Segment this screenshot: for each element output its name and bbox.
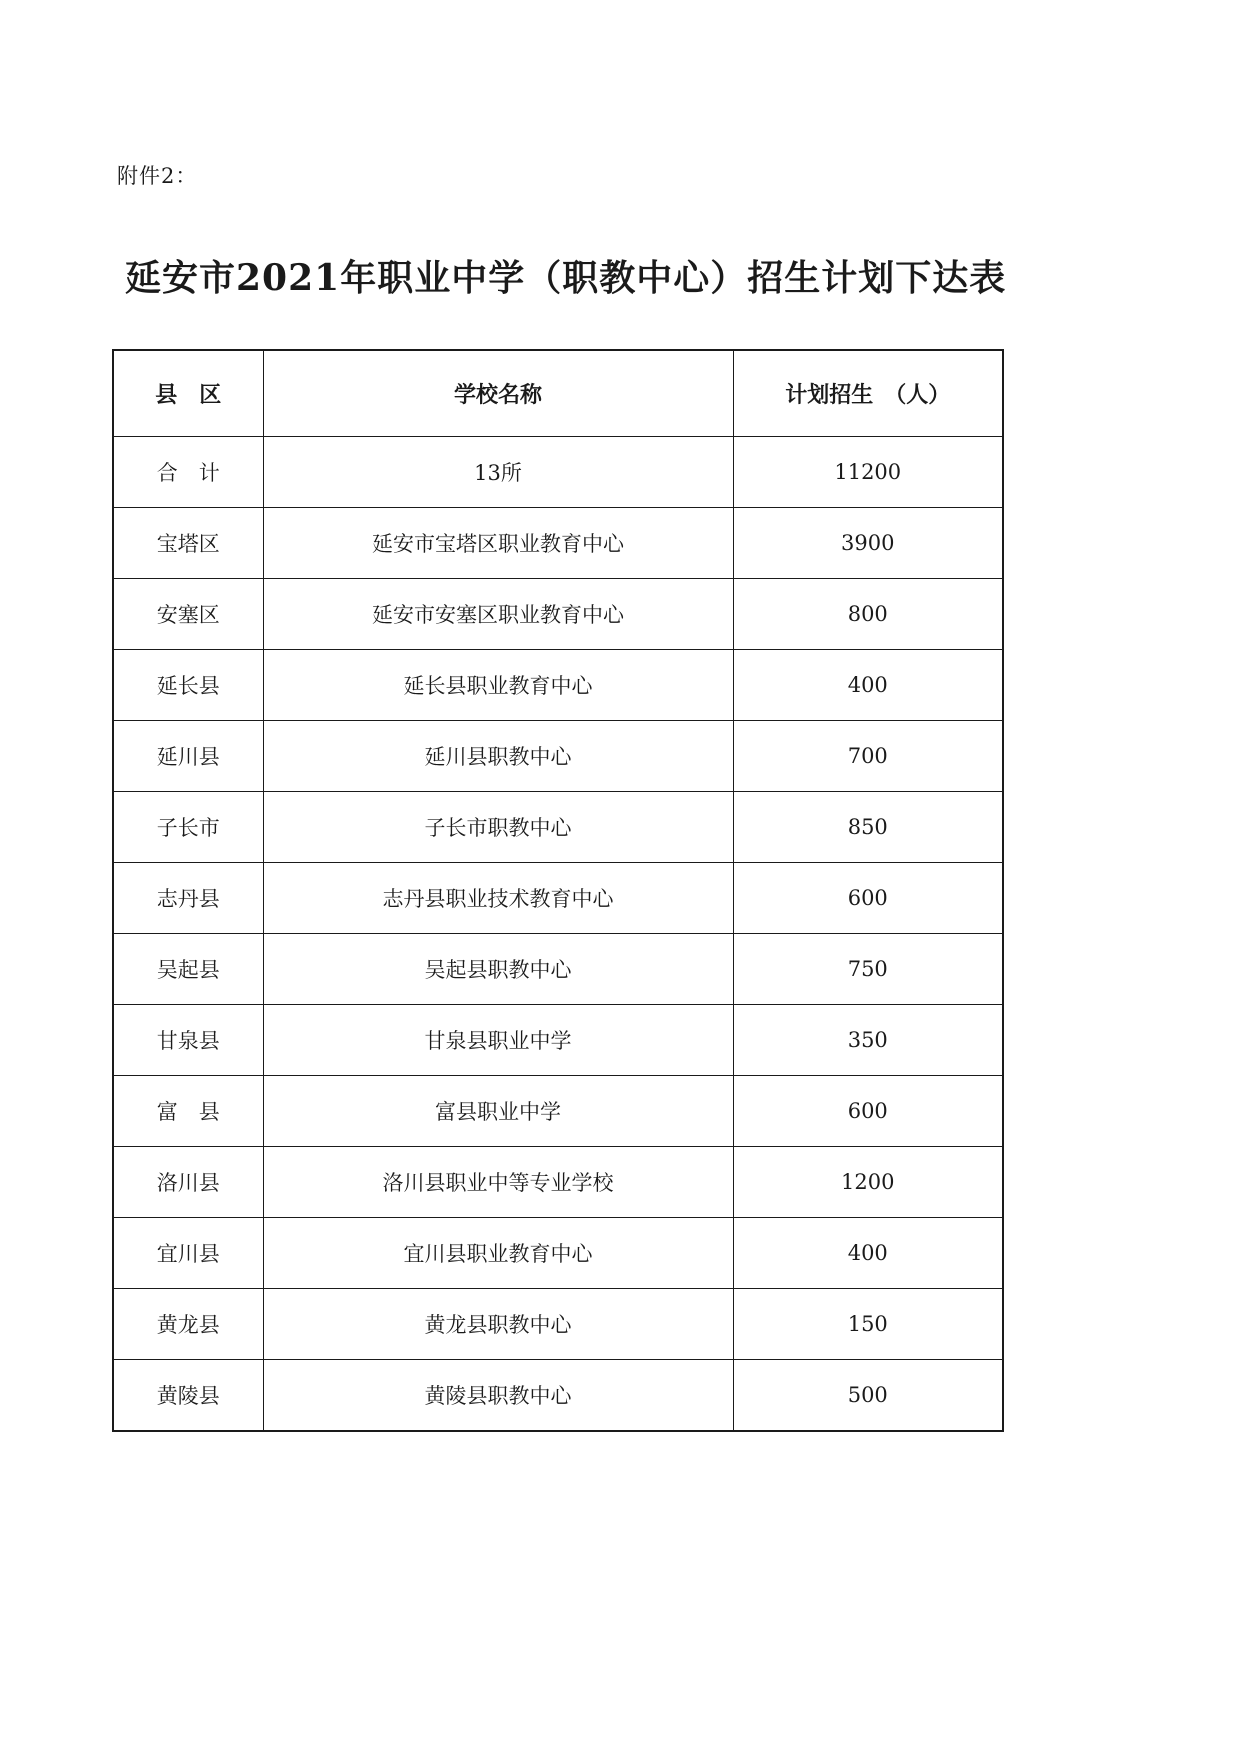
county-cell: 志丹县	[113, 863, 263, 934]
table-row	[113, 863, 1003, 934]
plan-cell: 500	[733, 1360, 1003, 1432]
document-title: 延安市2021年职业中学（职教中心）招生计划下达表	[125, 257, 1007, 299]
county-cell: 子长市	[113, 792, 263, 863]
plan-cell: 700	[733, 721, 1003, 792]
school-cell: 甘泉县职业中学	[263, 1005, 733, 1076]
table-row	[113, 792, 1003, 863]
county-cell: 宜川县	[113, 1218, 263, 1289]
county-cell: 黄陵县	[113, 1360, 263, 1432]
header-school-name: 学校名称	[263, 350, 733, 437]
table-row	[113, 1076, 1003, 1147]
school-cell: 吴起县职教中心	[263, 934, 733, 1005]
school-cell: 延长县职业教育中心	[263, 650, 733, 721]
table-row	[113, 579, 1003, 650]
county-cell: 黄龙县	[113, 1289, 263, 1360]
table-row	[113, 721, 1003, 792]
plan-cell: 800	[733, 579, 1003, 650]
plan-cell: 150	[733, 1289, 1003, 1360]
plan-cell: 750	[733, 934, 1003, 1005]
header-planned-enrollment: 计划招生 （人）	[733, 350, 1003, 437]
county-cell: 延长县	[113, 650, 263, 721]
table-row	[113, 650, 1003, 721]
county-cell: 宝塔区	[113, 508, 263, 579]
school-cell: 子长市职教中心	[263, 792, 733, 863]
school-cell: 黄陵县职教中心	[263, 1360, 733, 1432]
table-header-row	[113, 350, 1003, 437]
county-cell: 洛川县	[113, 1147, 263, 1218]
table-row	[113, 1360, 1003, 1432]
plan-cell: 1200	[733, 1147, 1003, 1218]
school-cell: 富县职业中学	[263, 1076, 733, 1147]
plan-cell: 850	[733, 792, 1003, 863]
plan-cell: 600	[733, 1076, 1003, 1147]
table-row	[113, 1005, 1003, 1076]
school-cell: 洛川县职业中等专业学校	[263, 1147, 733, 1218]
plan-cell: 400	[733, 1218, 1003, 1289]
school-cell: 宜川县职业教育中心	[263, 1218, 733, 1289]
table-row	[113, 508, 1003, 579]
plan-cell: 350	[733, 1005, 1003, 1076]
school-cell: 延安市安塞区职业教育中心	[263, 579, 733, 650]
total-enrollment: 11200	[733, 437, 1003, 508]
table-row	[113, 934, 1003, 1005]
plan-cell: 400	[733, 650, 1003, 721]
table-row	[113, 1147, 1003, 1218]
plan-cell: 3900	[733, 508, 1003, 579]
enrollment-plan-table	[112, 349, 1004, 1432]
school-cell: 延安市宝塔区职业教育中心	[263, 508, 733, 579]
county-cell: 吴起县	[113, 934, 263, 1005]
attachment-label: 附件2：	[117, 164, 198, 188]
header-county: 县 区	[113, 350, 263, 437]
county-cell: 延川县	[113, 721, 263, 792]
total-row	[113, 437, 1003, 508]
plan-cell: 600	[733, 863, 1003, 934]
school-cell: 黄龙县职教中心	[263, 1289, 733, 1360]
county-cell: 甘泉县	[113, 1005, 263, 1076]
total-school-count: 13所	[263, 437, 733, 508]
county-cell: 安塞区	[113, 579, 263, 650]
county-cell: 富 县	[113, 1076, 263, 1147]
total-label: 合 计	[113, 437, 263, 508]
school-cell: 延川县职教中心	[263, 721, 733, 792]
school-cell: 志丹县职业技术教育中心	[263, 863, 733, 934]
table-row	[113, 1289, 1003, 1360]
table-row	[113, 1218, 1003, 1289]
